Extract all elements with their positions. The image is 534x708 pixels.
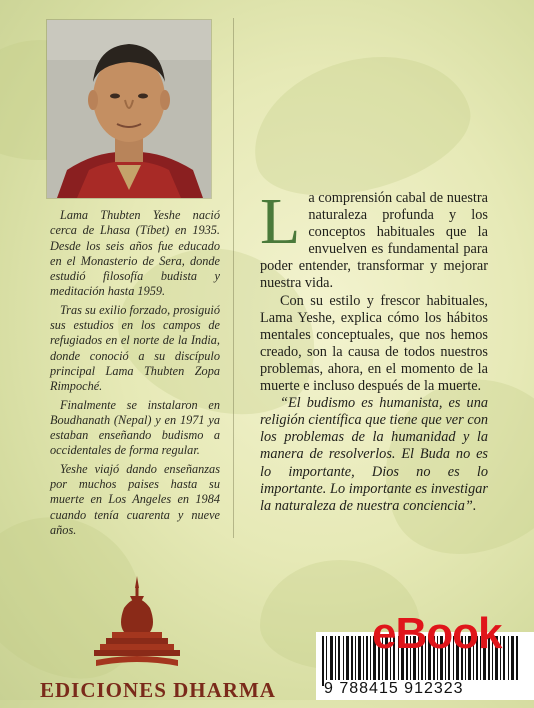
drop-cap: L — [260, 185, 301, 258]
publisher-name: EDICIONES DHARMA — [40, 678, 276, 702]
bio-paragraph: Finalmente se instalaron en Boudhanath (Nepal) y en 1971 ya estaban enseñando budismo a occidentales de forma regular. — [50, 397, 220, 458]
book-blurb — [260, 185, 488, 515]
column-divider — [233, 18, 234, 538]
isbn-number: 9 788415 912323 — [324, 680, 534, 698]
bio-paragraph: Tras su exilio forzado, prosiguió sus estudios en los campos de refugiados en el norte de la India, donde conoció a su discípulo principal Lama Thubten Zopa Rimpoché. — [50, 302, 220, 394]
bio-paragraph: Yeshe viajó dando enseñanzas por muchos paises hasta su muerte en Los Angeles en 1984 cuando tenía cuarenta y nueve años. — [50, 461, 220, 537]
blurb-paragraph — [260, 185, 488, 293]
author-photo — [47, 20, 211, 198]
bio-paragraph: Lama Thubten Yeshe nació cerca de Lhasa (Tíbet) en 1935. Desde los seis años fue educado en el Monasterio de Sera, donde estudió filosofía budista y meditación hasta 1959. — [50, 208, 220, 299]
ebook-badge: eBook — [372, 609, 502, 658]
blurb-quote: “El budismo es humanista, es una religión científica que tiene que ver con los problemas de la humanidad y la manera de resolverlos. El Buda no es lo importante, Dios no es lo importante. Lo importante es investigar la naturaleza de nuestra conciencia”. — [260, 395, 488, 514]
stupa-icon — [92, 574, 182, 674]
author-bio — [50, 208, 220, 541]
blurb-paragraph: Con su estilo y frescor habituales, Lama Yeshe, explica cómo los hábitos mentales conceptuales, que nos hemos creado, son la causa de todos nuestros problemas, ahora, en el momento de la muerte e incluso después de la muerte. — [260, 292, 488, 395]
blurb-text: a comprensión cabal de nuestra naturaleza profunda y los conceptos habituales que la envuelven es fundamental para poder entender, transformar y mejorar nuestra vida. — [260, 190, 488, 292]
